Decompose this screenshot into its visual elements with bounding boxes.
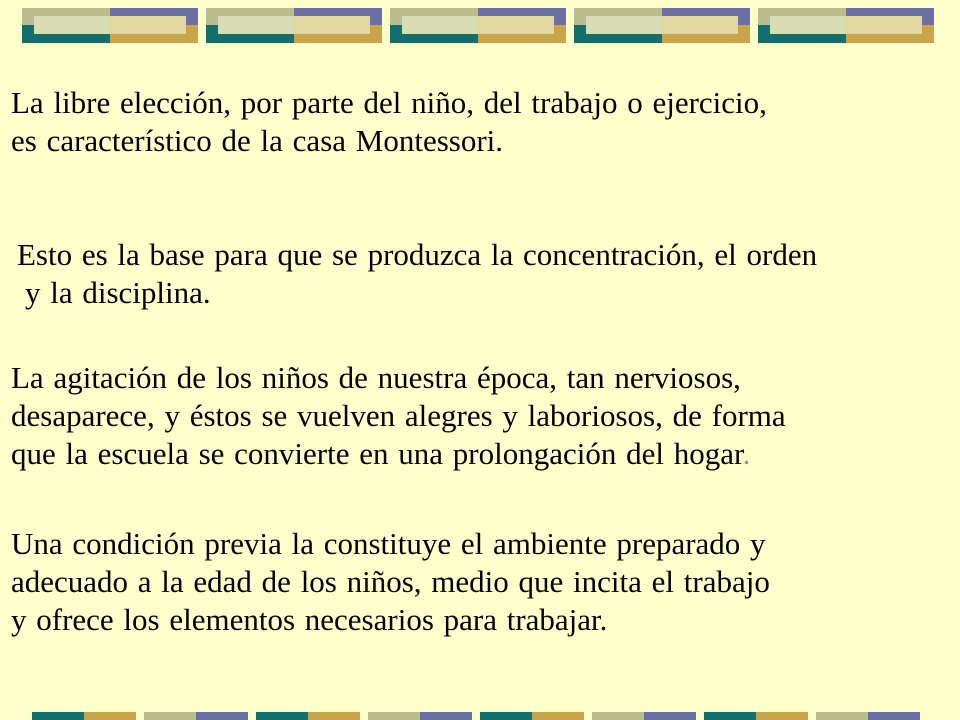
bottom-band-block (368, 712, 472, 720)
bottom-band-block (816, 712, 920, 720)
top-band-tile (390, 8, 566, 43)
bottom-band-block (592, 712, 696, 720)
top-band-tile (206, 8, 382, 43)
paragraph-concentration-base (17, 236, 817, 312)
top-band-tile (22, 8, 198, 43)
paragraph-line: La libre elección, por parte del niño, del trabajo o ejercicio, (11, 85, 767, 120)
paragraph-agitation (11, 359, 786, 473)
bottom-decorative-band (0, 700, 960, 720)
accent-period: . (742, 436, 751, 471)
paragraph-line: es característico de la casa Montessori. (11, 123, 504, 158)
paragraph-prepared-environment (11, 525, 770, 639)
paragraph-line-text: que la escuela se convierte en una prolongación del hogar (11, 436, 743, 471)
top-decorative-band (0, 0, 960, 50)
bottom-band-block (704, 712, 808, 720)
bottom-band-block (32, 712, 136, 720)
paragraph-line: desaparece, y éstos se vuelven alegres y laboriosos, de forma (11, 398, 786, 433)
paragraph-line-with-accent (11, 435, 786, 473)
bottom-band-block (480, 712, 584, 720)
paragraph-line: adecuado a la edad de los niños, medio que incita el trabajo (11, 564, 770, 599)
top-band-tile (574, 8, 750, 43)
paragraph-line: y ofrece los elementos necesarios para trabajar. (11, 602, 608, 637)
paragraph-line: Una condición previa la constituye el ambiente preparado y (11, 526, 766, 561)
bottom-band-block (256, 712, 360, 720)
paragraph-line: La agitación de los niños de nuestra época, tan nerviosos, (11, 360, 741, 395)
paragraph-line: y la disciplina. (25, 275, 211, 310)
bottom-band-block (144, 712, 248, 720)
paragraph-line: Esto es la base para que se produzca la concentración, el orden (17, 237, 818, 272)
paragraph-free-choice (11, 84, 767, 160)
top-band-tile (758, 8, 934, 43)
